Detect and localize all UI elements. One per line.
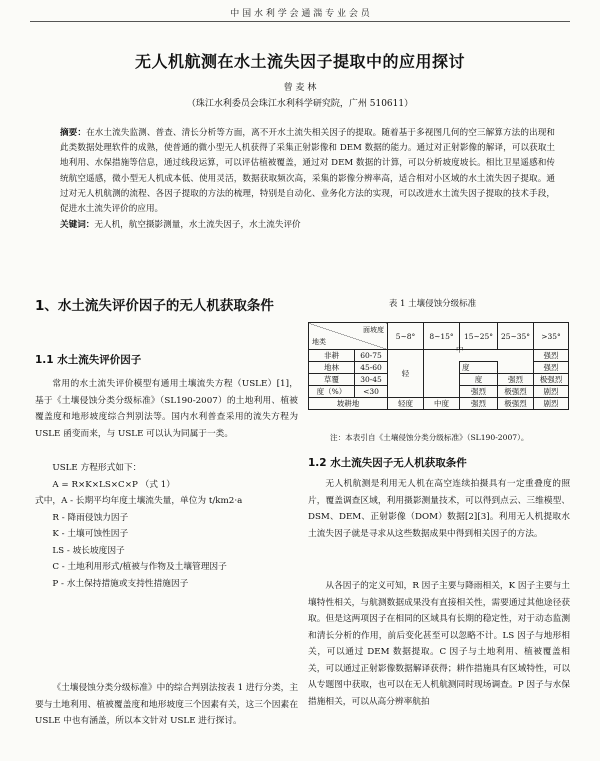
formula-desc: 式中，A - 长期平均年度土壤流失量，单位为 t/km2·a	[35, 496, 243, 506]
grade-strong: 强烈	[534, 350, 569, 362]
journal-header: 中 国 水 利 学 会 通 湍 专 业 会 员	[230, 9, 370, 19]
var-p: P - 水土保持措施或支持性措施因子	[52, 578, 189, 589]
slope-col: >35°	[534, 323, 569, 350]
formula-intro: USLE 方程形式如下：	[52, 463, 142, 473]
table-note: 注：本表引自《土壤侵蚀分类分级标准》（SL190-2007）。	[330, 433, 529, 442]
grade-degree: 度	[460, 362, 498, 374]
grade-strong: 强烈	[460, 386, 498, 398]
slope-col: 8~15°	[424, 323, 460, 350]
cover-range: 45-60	[355, 362, 388, 374]
grade-strong: 强烈	[534, 362, 569, 374]
cover-range: 30-45	[355, 374, 388, 386]
erosion-grade-table	[308, 322, 569, 410]
grade-cell: 极强烈	[498, 398, 534, 410]
table-row	[309, 350, 569, 362]
grade-light: 轻	[388, 350, 424, 398]
paper-title: 无人机航测在水土流失因子提取中的应用探讨	[134, 52, 465, 71]
cover-range: 60-75	[355, 350, 388, 362]
grade-cell: 强烈	[460, 398, 498, 410]
var-c: C - 土地利用形式/植被与作物及土壤管理因子	[52, 562, 227, 572]
cover-range: <30	[355, 386, 388, 398]
header-rule	[30, 21, 570, 22]
formula-block	[35, 460, 298, 592]
grade-cell: 轻度	[388, 398, 424, 410]
var-ls: LS - 坡长坡度因子	[52, 545, 125, 556]
keywords-label: 关键词：	[60, 220, 95, 230]
row-label: 草覆	[309, 374, 355, 386]
grade-strong: 强烈	[498, 374, 534, 386]
grade-very-strong: 极强烈	[498, 386, 534, 398]
table-diagonal-header	[309, 323, 388, 350]
grade-degree: 度	[460, 374, 498, 386]
header-slope-label: 面坡度	[363, 326, 384, 334]
section-title: 1、水土流失评价因子的无人机获取条件	[35, 298, 274, 314]
grade-very-strong: 极强烈	[534, 374, 569, 386]
grade-moderate-label: 中	[456, 345, 464, 354]
abstract-label: 摘要：	[60, 128, 87, 138]
keywords-text: 无人机，航空摄影测量，水土流失因子，水土流失评价	[94, 220, 301, 230]
left-paragraph-1: 常用的水土流失评价模型有通用土壤流失方程（USLE）[1]，基于《土壤侵蚀分类分级标准》（SL190-2007）的土地利用、植被覆盖度和地形坡度综合判别法等。国内水利普查采用的流失方程为 USLE 函变而来，与 USLE 可以认为同属于一类。	[35, 379, 298, 439]
row-label: 地林	[309, 362, 355, 374]
row-label: 度（%）	[309, 386, 355, 398]
var-r: R - 降雨侵蚀力因子	[52, 512, 129, 523]
row-label: 坡耕地	[309, 398, 388, 410]
grade-severe: 剧烈	[534, 386, 569, 398]
left-paragraph-2: 《土壤侵蚀分类分级标准》中的综合判别法按表 1 进行分类，主要与土地利用、植被覆盖度和地形坡度三个因素有关，这三个因素在 USLE 中也有涵盖，所以本文针对 USLE 进行探讨。	[35, 683, 299, 726]
affiliation: （珠江水利委员会珠江水利科学研究院，广州 510611）	[186, 99, 414, 109]
keywords	[60, 218, 555, 230]
right-paragraph-2: 从各因子的定义可知，R 因子主要与降雨相关，K 因子主要与土壤特性相关，与航测数据成果没有直接相关性，需要通过其他途径获取。但是这两项因子在相同的区域具有长期的稳定性，对于动态监测和清长分析的作用，前后变化甚至可以忽略不计。LS 因子与地形相关，可以通过 DEM 数据提取。C 因子与土地利用、植被覆盖相关，可以通过正射影像数据解译获得；耕作措施具有区域特性，可以从专题图中获取，也可以在无人机航测同时现场调查。P 因子与水保措施相关，可以从高分辨率航拍	[308, 581, 570, 707]
grade-cell: 剧烈	[534, 398, 569, 410]
var-k: K - 土壤可蚀性因子	[52, 529, 129, 539]
slope-col: 15~25°	[460, 323, 498, 350]
subsection-1-2: 1.2 水土流失因子无人机获取条件	[308, 457, 467, 469]
slope-col: 5~8°	[388, 323, 424, 350]
header-landuse-label: 地类	[312, 338, 326, 346]
author: 曾 麦 林	[283, 83, 317, 93]
abstract-text: 在水土流失监测、普查、清长分析等方面，离不开水土流失相关因子的提取。随着基于多视图几何的空三解算方法的出现和此类数据处理软件的成熟，使普通的微小型无人机获得了采集正射影像和 DEM 数据的能力。通过对正射影像的解译，可以获取土地利用、水保措施等信息，通过线段运算，可以评估植被覆盖，通过对 DEM 数据的计算，可以分析坡度坡长。相比卫星遥感和传统航空遥感，微小型无人机成本低、使用灵活，数据获取频次高，采集的影像分辨率高，适合相对小区域的水土流失因子提取。通过对无人机航测的流程、各因子提取的方法的梳理，特别是自动化、业务化方法的实现，可以改进水土流失因子提取的技术手段，促进水土流失评价的应用。	[60, 128, 555, 215]
right-paragraph-1: 无人机航测是利用无人机在高空连续拍摄具有一定重叠度的照片，覆盖调查区域，利用摄影测量技术，可以得到点云、三维模型、DSM、DEM、正射影像（DOM）数据[2][3]。利用无人机提取水土流失因子就是寻求从这些数据成果中得到相关因子的方法。	[308, 479, 570, 539]
table-header-row	[309, 323, 569, 350]
abstract	[60, 126, 555, 217]
grade-cell: 中度	[424, 398, 460, 410]
subsection-1-1: 1.1 水土流失评价因子	[35, 354, 142, 366]
table-row	[309, 398, 569, 410]
formula: A = R×K×LS×C×P （式 1）	[52, 479, 175, 490]
slope-col: 25~35°	[498, 323, 534, 350]
row-label: 非耕	[309, 350, 355, 362]
table-caption: 表 1 土壤侵蚀分级标准	[388, 299, 477, 309]
